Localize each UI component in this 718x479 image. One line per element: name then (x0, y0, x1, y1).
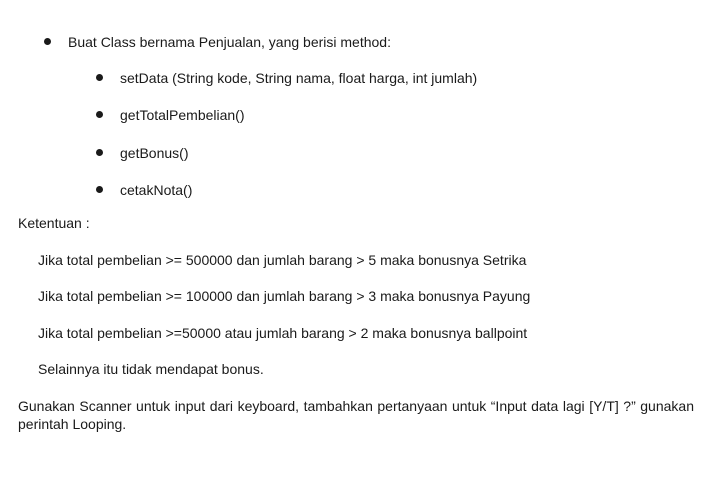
bullet-icon (44, 38, 51, 45)
rule-item: Jika total pembelian >= 500000 dan jumlah barang > 5 maka bonusnya Setrika (38, 252, 527, 268)
bullet-icon (96, 111, 103, 118)
ketentuan-heading: Ketentuan : (18, 215, 90, 231)
method-item: setData (String kode, String nama, float harga, int jumlah) (120, 70, 478, 86)
bullet-icon (96, 149, 103, 156)
intro-bullet-text: Buat Class bernama Penjualan, yang berisi method: (68, 34, 391, 50)
method-item: getTotalPembelian() (120, 107, 245, 123)
method-item: cetakNota() (120, 182, 193, 198)
method-item: getBonus() (120, 145, 189, 161)
closing-paragraph: Gunakan Scanner untuk input dari keyboard, tambahkan pertanyaan untuk “Input data lagi [Y/T] ?” gunakan perintah Looping. (18, 398, 694, 432)
rule-item: Jika total pembelian >=50000 atau jumlah barang > 2 maka bonusnya ballpoint (38, 325, 528, 341)
bullet-icon (96, 186, 103, 193)
rule-item: Jika total pembelian >= 100000 dan jumlah barang > 3 maka bonusnya Payung (38, 288, 531, 304)
bullet-icon (96, 74, 103, 81)
rule-item: Selainnya itu tidak mendapat bonus. (38, 361, 264, 377)
